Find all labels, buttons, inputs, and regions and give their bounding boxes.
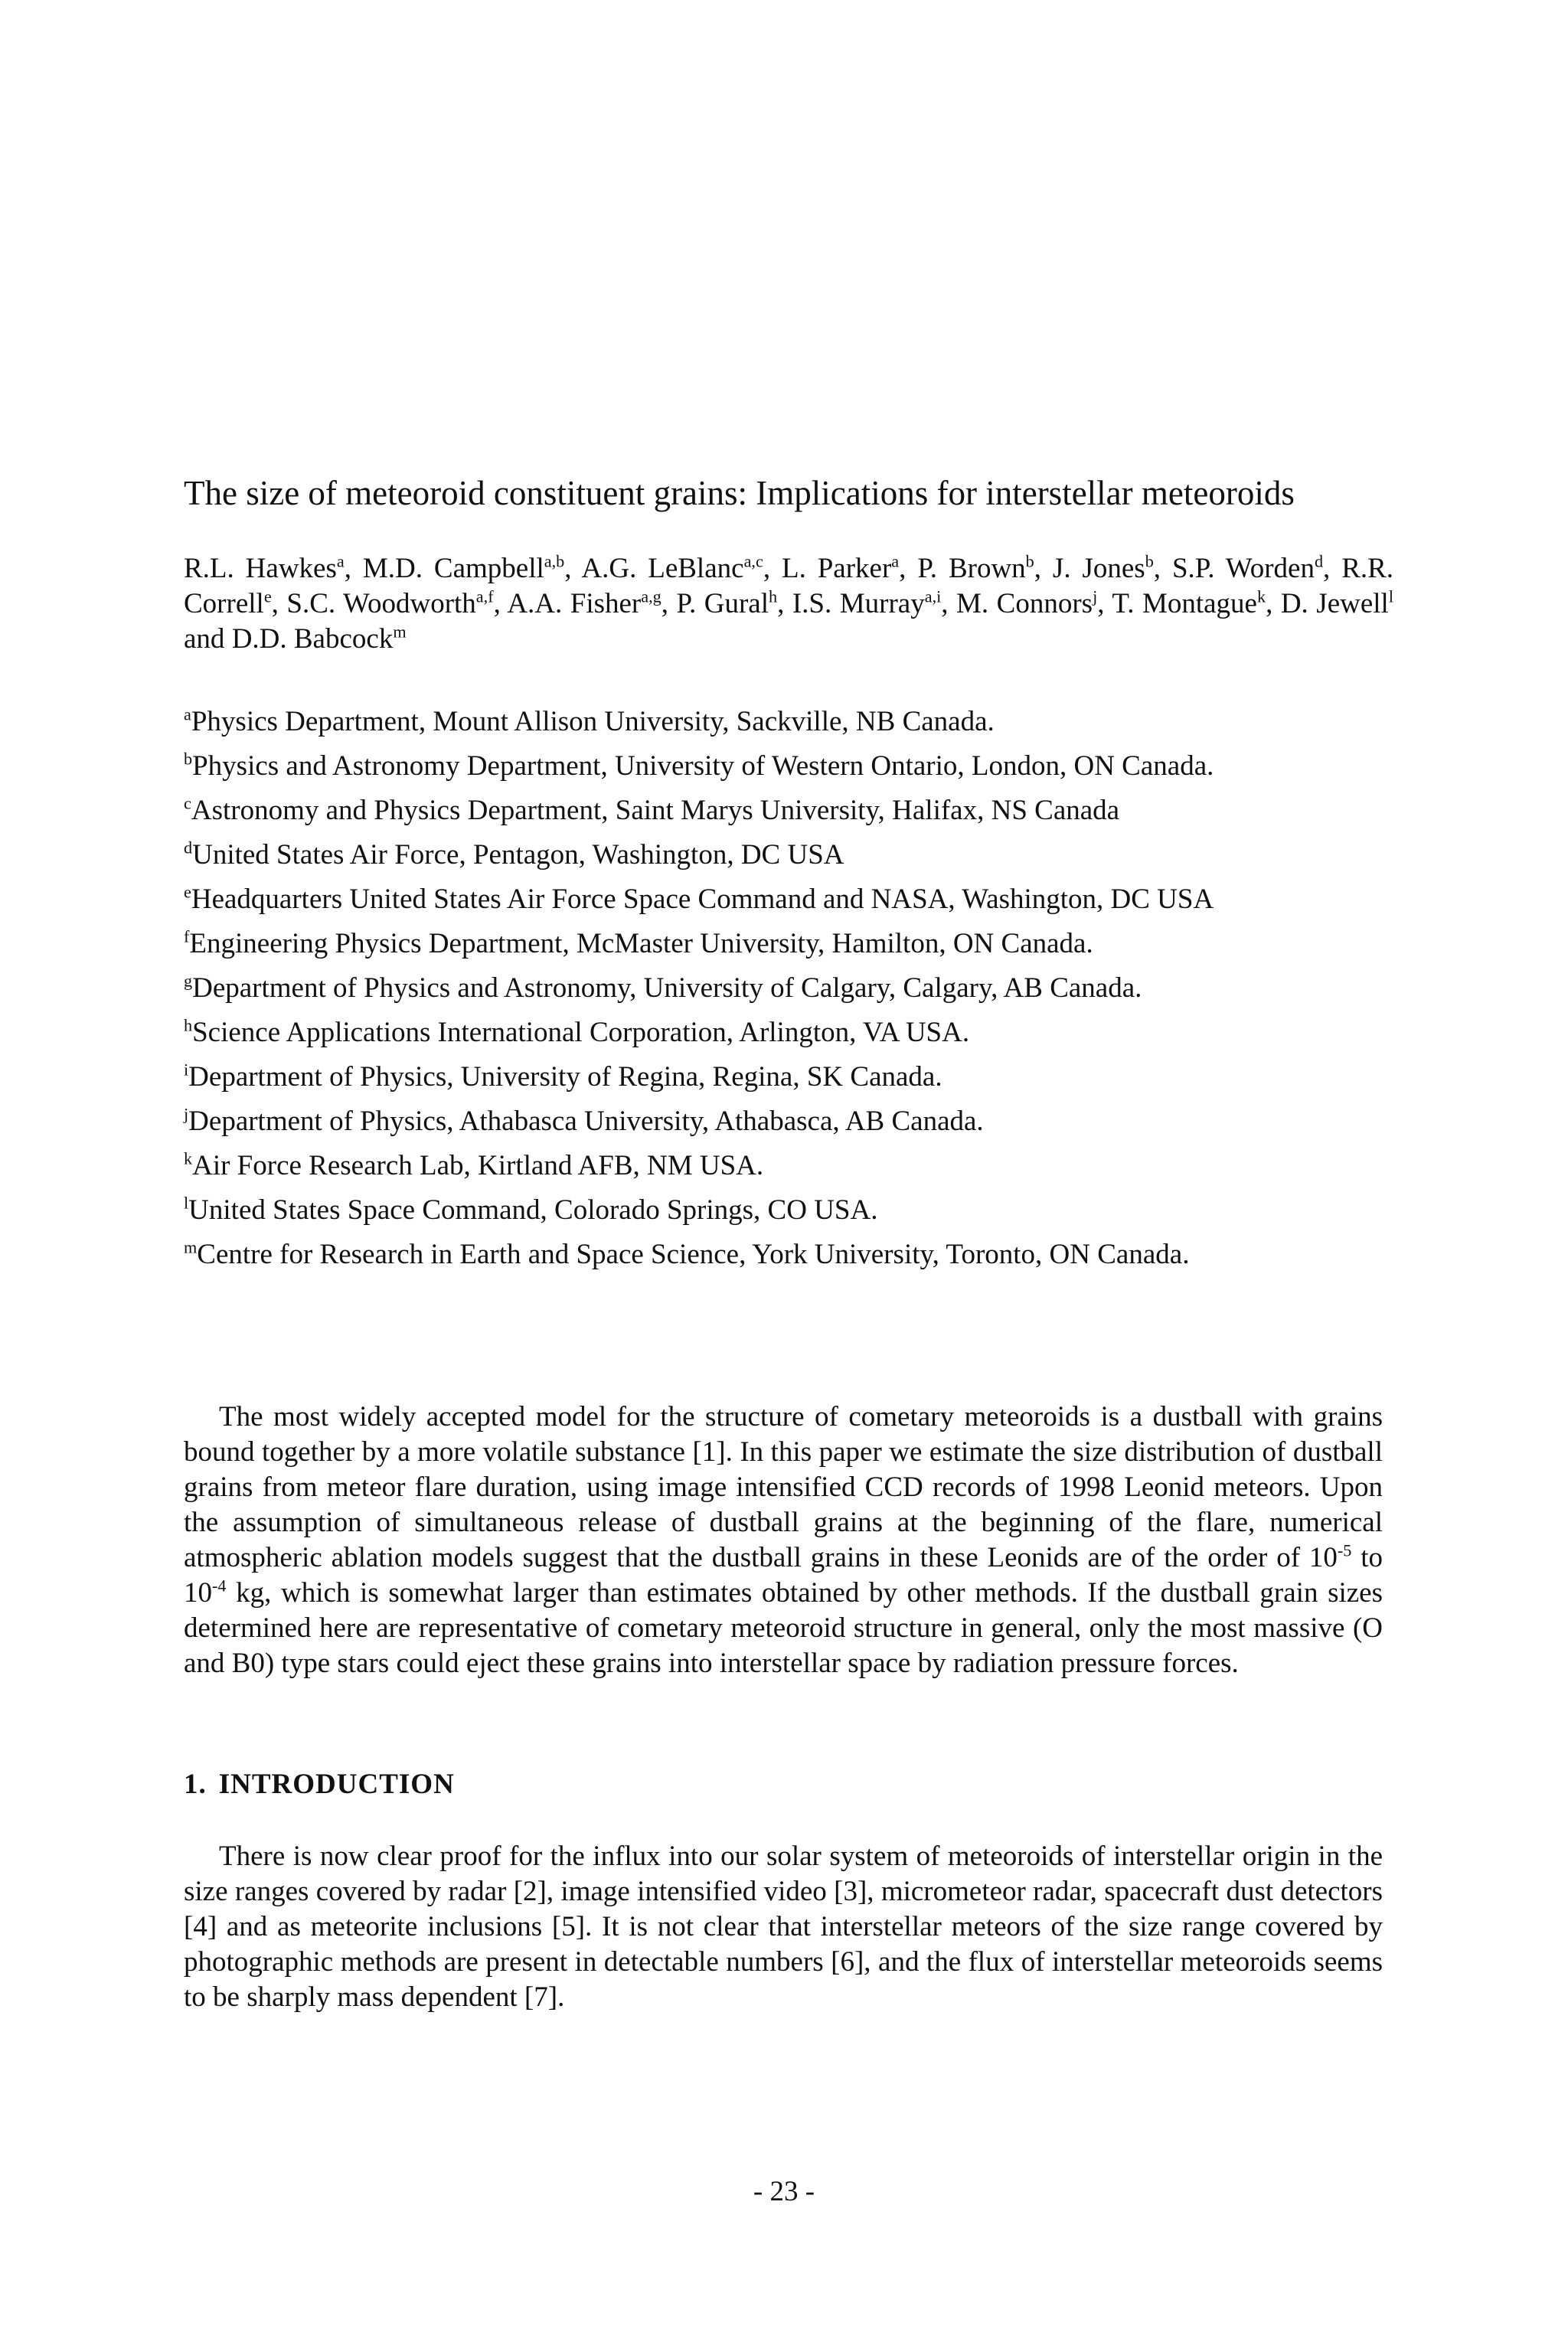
affiliation-key: c (184, 793, 191, 813)
author-affil-sup: a,f (475, 586, 494, 606)
author: D.D. Babcock (231, 623, 394, 655)
affiliation-key: g (184, 971, 193, 991)
section-number: 1. (184, 1769, 207, 1800)
author-conjunction: and (184, 623, 225, 655)
author-affil-sup: k (1256, 586, 1266, 606)
affiliation-item (184, 1237, 1439, 1282)
author: R.R. Correll (184, 553, 1394, 619)
affiliation-key: j (184, 1104, 189, 1124)
page-number: - 23 - (753, 2176, 815, 2207)
affiliation-item (184, 793, 1439, 838)
author-affil-sup: a,i (924, 586, 942, 606)
abstract-between: to (1351, 1542, 1383, 1573)
author-list (184, 551, 1393, 657)
affiliation-key: e (184, 882, 191, 902)
exponent-power: -5 (1337, 1540, 1352, 1560)
affiliation-text: Air Force Research Lab, Kirtland AFB, NM USA. (192, 1150, 764, 1181)
author-affil-sup: a,g (641, 586, 662, 606)
affiliation-text: Science Applications International Corporation, Arlington, VA USA. (192, 1017, 970, 1048)
author: J. Jones (1052, 553, 1145, 584)
affiliation-item (184, 882, 1439, 926)
affiliation-text: Headquarters United States Air Force Space Command and NASA, Washington, DC USA (191, 884, 1214, 915)
author-affil-sup: a (336, 551, 345, 571)
affiliation-key: f (184, 926, 190, 946)
affiliation-item (184, 838, 1439, 882)
affiliation-key: m (184, 1237, 198, 1257)
affiliation-text: Centre for Research in Earth and Space Science, York University, Toronto, ON Canada. (197, 1239, 1190, 1270)
affiliation-text: Physics and Astronomy Department, University of Western Ontario, London, ON Canada. (192, 750, 1214, 782)
affiliation-key: d (184, 838, 193, 858)
author-affil-sup: d (1314, 551, 1324, 571)
author: M.D. Campbell (362, 553, 544, 584)
abstract-text-2: kg, which is somewhat larger than estimates obtained by other methods. If the dustball grain sizes determined here are representative of cometary meteoroid structure in general, only the most massive (O and B0) type stars could eject these grains into interstellar space by radiation pressure forces. (184, 1577, 1383, 1679)
author: A.A. Fisher (507, 588, 642, 619)
affiliation-item (184, 1148, 1439, 1193)
intro-paragraph: There is now clear proof for the influx into our solar system of meteoroids of interstellar origin in the size ranges covered by radar [2], image intensified video [3], micrometeor radar, spacecraft dust detectors [4] and as meteorite inclusions [5]. It is not clear that interstellar meteors of the size range covered by photographic methods are present in detectable numbers [6], and the flux of interstellar meteoroids seems to be sharply mass dependent [7]. (184, 1841, 1383, 2013)
affiliation-key: k (184, 1148, 193, 1168)
author: L. Parker (781, 553, 892, 584)
section-heading-introduction (184, 1767, 455, 1802)
exponent-power: -4 (212, 1576, 227, 1596)
author-affil-sup: b (1025, 551, 1034, 571)
affiliation-text: Engineering Physics Department, McMaster University, Hamilton, ON Canada. (189, 928, 1093, 959)
author-line: R.L. Hawkes$^a$, M.D. Campbell$^{a,b}$, A.G. LeBlanc$^{a,c}$, L. Parker$^a$, P. Brown$^b$, J. Jones$^b$, S.P. Worden$^d$, R.R. Correll$^e$, S.C. Woodworth$^{a,f}$, A.A. Fisher$^{a,g}$, P. Gural$^h$, I.S. Murray$^{a,i}$, M. Connors$^j$, T. Montague$^k$, D. Jewell$^l$ and D.D. Babcock$^m$ (184, 551, 1394, 655)
affiliation-item (184, 1060, 1439, 1104)
author: D. Jewell (1280, 588, 1389, 619)
affiliation-list (184, 704, 1439, 1282)
affiliation-text: United States Air Force, Pentagon, Washington, DC USA (192, 839, 844, 871)
affiliation-key: a (184, 704, 191, 724)
affiliation-item (184, 1015, 1439, 1060)
affiliation-key: b (184, 749, 193, 769)
author-affil-sup: a,c (743, 551, 763, 571)
exponent-base: 10 (1308, 1542, 1338, 1573)
affiliation-item (184, 971, 1439, 1015)
abstract-paragraph (184, 1400, 1383, 1681)
section-title: INTRODUCTION (218, 1769, 455, 1800)
author-affil-sup: a,b (544, 551, 565, 571)
author: I.S. Murray (792, 588, 925, 619)
author: P. Brown (917, 553, 1026, 584)
affiliation-key: h (184, 1015, 193, 1035)
affiliation-text: United States Space Command, Colorado Springs, CO USA. (188, 1194, 878, 1226)
affiliation-text: Astronomy and Physics Department, Saint Marys University, Halifax, NS Canada (191, 795, 1120, 826)
paper-title: The size of meteoroid constituent grains: Implications for interstellar meteoroids (184, 474, 1295, 512)
affiliation-text: Department of Physics, Athabasca University, Athabasca, AB Canada. (188, 1106, 984, 1137)
affiliation-item (184, 1193, 1439, 1237)
author: M. Connors (956, 588, 1093, 619)
author-affil-sup: e (263, 586, 272, 606)
affiliation-item (184, 704, 1439, 749)
author-affil-sup: m (393, 622, 407, 642)
abstract-text-1: The most widely accepted model for the structure of cometary meteoroids is a dustball with grains bound together by a more volatile substance [1]. In this paper we estimate the size distribution of dustball grains from meteor flare duration, using image intensified CCD records of 1998 Leonid meteors. Upon the assumption of simultaneous release of dustball grains at the beginning of the flare, numerical atmospheric ablation models suggest that the dustball grains in these Leonids are of the order of (184, 1401, 1383, 1573)
affiliation-item (184, 1104, 1439, 1148)
affiliation-key: i (184, 1060, 189, 1080)
author: A.G. LeBlanc (581, 553, 744, 584)
author: P. Gural (676, 588, 769, 619)
author: T. Montague (1112, 588, 1257, 619)
author-affil-sup: j (1093, 586, 1098, 606)
author: R.L. Hawkes (184, 553, 337, 584)
author-affil-sup: b (1145, 551, 1154, 571)
affiliation-text: Department of Physics and Astronomy, University of Calgary, Calgary, AB Canada. (192, 972, 1142, 1004)
affiliation-item (184, 926, 1439, 971)
author: S.P. Worden (1171, 553, 1315, 584)
exponent-base: 10 (184, 1577, 212, 1609)
affiliation-item (184, 749, 1439, 793)
author-affil-sup: h (769, 586, 778, 606)
affiliation-text: Department of Physics, University of Regina, Regina, SK Canada. (188, 1061, 942, 1093)
author: S.C. Woodworth (286, 588, 476, 619)
author-affil-sup: a (891, 551, 900, 571)
affiliation-key: l (184, 1193, 189, 1213)
affiliation-text: Physics Department, Mount Allison University, Sackville, NB Canada. (191, 706, 995, 737)
author-affil-sup: l (1388, 586, 1393, 606)
